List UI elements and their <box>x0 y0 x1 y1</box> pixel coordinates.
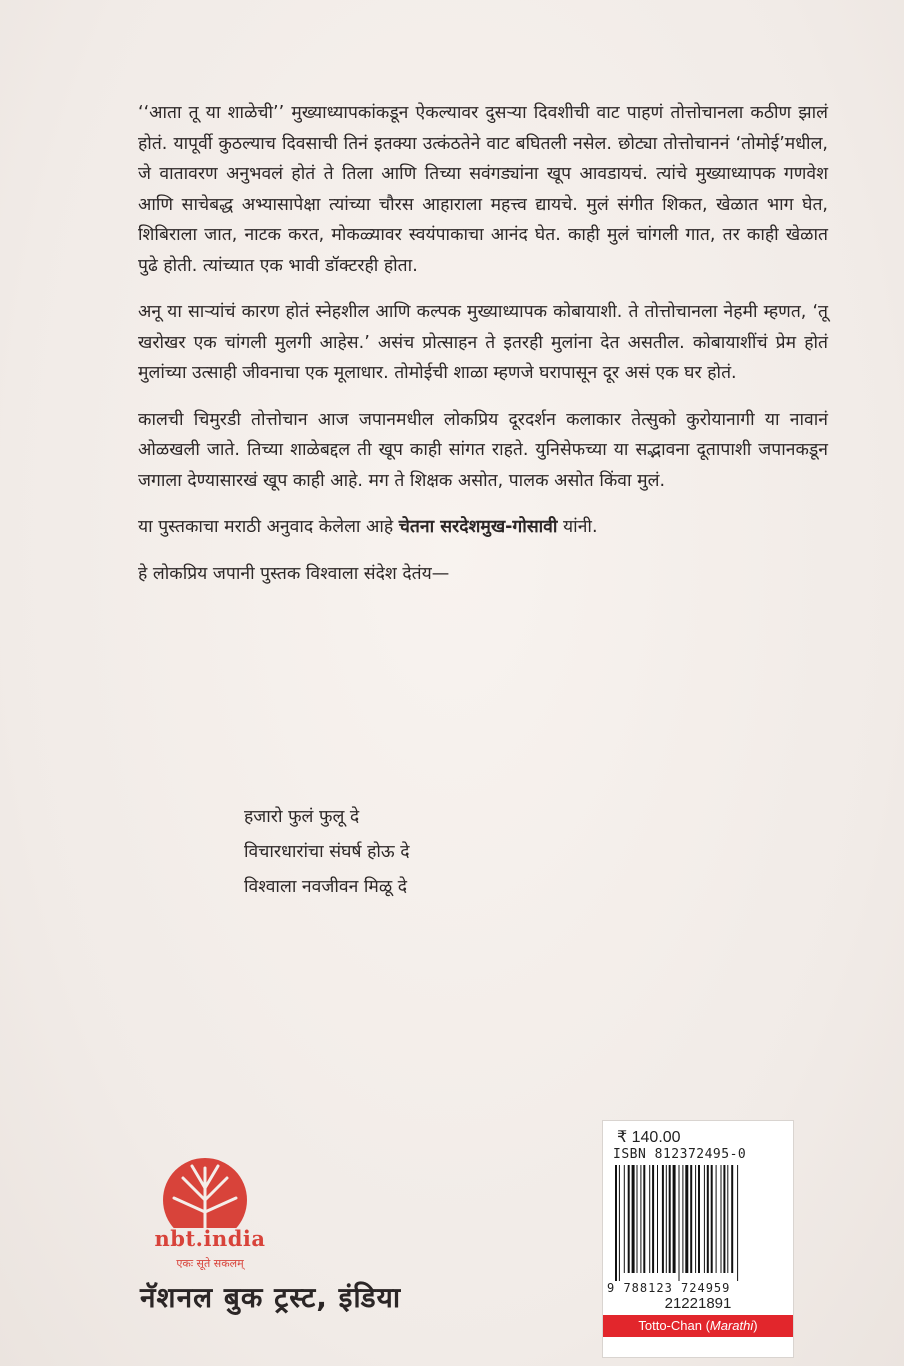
isbn-label: ISBN 812372495-0 <box>613 1147 747 1162</box>
price-label: ₹ 140.00 <box>617 1129 681 1146</box>
brand-name: nbt.india <box>154 1226 266 1251</box>
message-intro: हे लोकप्रिय जपानी पुस्तक विश्वाला संदेश देतंय— <box>138 563 450 584</box>
paragraph-3: कालची चिमुरडी तोत्तोचान आज जपानमधील लोकप्रिय दूरदर्शन कलाकार तेत्सुको कुरोयानागी या नावानं ओळखली जाते. तिच्या शाळेबद्दल ती खूप काही सांगत राहते. युनिसेफच्या या सद्भावना दूतापाशी जपानकडून जगाला देण्यासारखं खूप काही आहे. मग ते शिक्षक असोत, पालक असोत किंवा मुलं. <box>138 409 828 491</box>
translator-name: चेतना सरदेशमुख-गोसावी <box>398 517 558 537</box>
translator-line <box>138 512 828 543</box>
translator-suffix: यांनी. <box>557 517 598 537</box>
brand-tagline: एकः सूते सकलम् <box>176 1257 244 1270</box>
stock-code: 21221891 <box>664 1295 732 1312</box>
poem-line-3: विश्वाला नवजीवन मिळू दे <box>244 877 408 897</box>
paragraph-2: अनू या साऱ्यांचं कारण होतं स्नेहशील आणि कल्पक मुख्याध्यापक कोबायाशी. ते तोत्तोचानला नेहमी म्हणत, ‘तू खरोखर एक चांगली मुलगी आहेस.’ असंच प्रोत्साहन ते इतरही मुलांना देत असतील. कोबायाशींचं प्रेम होतं मुलांच्या उत्साही जीवनाचा एक मूलाधार. तोमोईची शाळा म्हणजे घरापासून दूर असं एक घर होतं. <box>138 302 828 383</box>
publisher-name: नॅशनल बुक ट्रस्ट, इंडिया <box>140 1281 402 1314</box>
book-title: Totto-Chan <box>638 1318 702 1333</box>
blurb <box>138 98 828 605</box>
poem-line-2: विचारधारांचा संघर्ष होऊ दे <box>244 842 410 862</box>
book-language: Marathi <box>709 1318 754 1333</box>
poem-line-1: हजारो फुलं फुलू दे <box>244 807 360 827</box>
translator-prefix: या पुस्तकाचा मराठी अनुवाद केलेला आहे <box>138 517 399 537</box>
paragraph-1: ‘‘आता तू या शाळेची’’ मुख्याध्यापकांकडून ऐकल्यावर दुसऱ्या दिवशीची वाट पाहणं तोत्तोचानला कठीण झालं होतं. यापूर्वी कुठल्याच दिवसाची तिनं इतक्या उत्कंठतेने वाट बघितली नसेल. छोट्या तोत्तोचाननं ‘तोमोई’मधील, जे वातावरण अनुभवलं होतं ते तिला आणि तिच्या सवंगड्यांना खूप आवडायचं. त्यांचे मुख्याध्यापक गणवेश आणि साचेबद्ध अभ्यासापेक्षा त्यांच्या चौरस आहाराला महत्त्व द्यायचे. मुलं संगीत शिकत, खेळात भाग घेत, शिबिराला जात, नाटक करत, मोकळ्यावर स्वयंपाकाचा आनंद घेत. काही मुलं चांगली गात, तर काही खेळात पुढे होती. त्यांच्यात एक भावी डॉक्टरही होता. <box>138 103 828 276</box>
barcode-icon <box>613 1165 785 1281</box>
barcode-sticker <box>602 1120 794 1358</box>
ean-number: 9 788123 724959 <box>607 1281 731 1295</box>
title-bar: Totto-Chan (Marathi) <box>603 1315 793 1337</box>
poem <box>244 800 410 905</box>
